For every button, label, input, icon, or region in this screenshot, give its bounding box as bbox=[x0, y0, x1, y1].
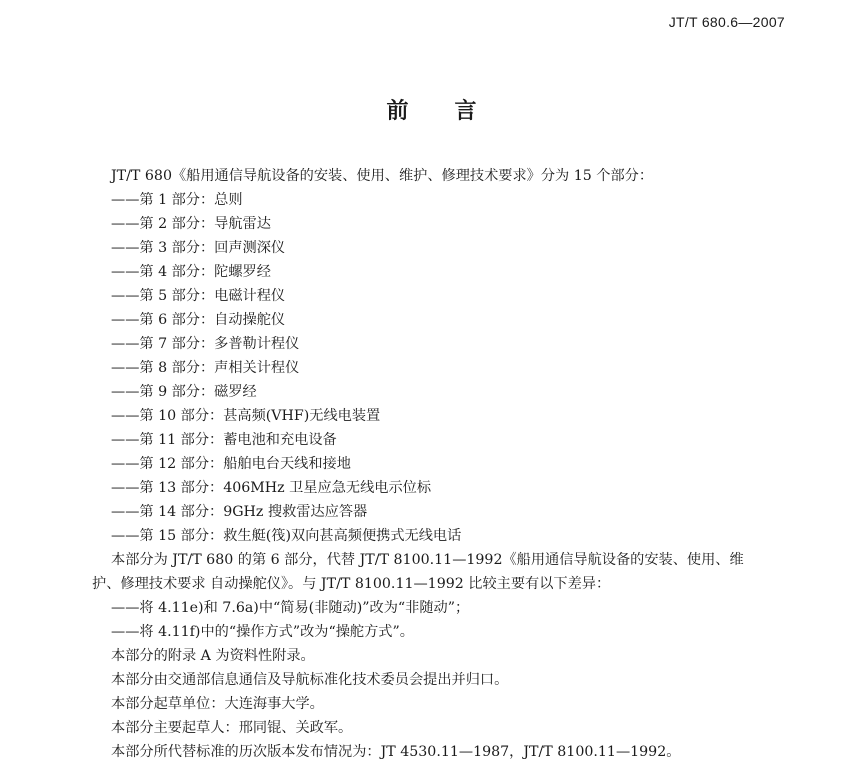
part-item-12: ——第 12 部分：船舶电台天线和接地 bbox=[111, 456, 351, 472]
note-drafting-unit: 本部分起草单位：大连海事大学。 bbox=[111, 696, 324, 712]
replacement-line-1: 本部分为 JT/T 680 的第 6 部分，代替 JT/T 8100.11—1992《船用通信导航设备的安装、使用、维 bbox=[111, 552, 744, 568]
note-history: 本部分所代替标准的历次版本发布情况为：JT 4530.11—1987，JT/T 8100.11—1992。 bbox=[111, 744, 681, 760]
note-proposer: 本部分由交通部信息通信及导航标准化技术委员会提出并归口。 bbox=[111, 672, 509, 688]
part-item-14: ——第 14 部分：9GHz 搜救雷达应答器 bbox=[111, 504, 368, 520]
intro-paragraph: JT/T 680《船用通信导航设备的安装、使用、维护、修理技术要求》分为 15 个部分： bbox=[111, 168, 654, 184]
note-drafters: 本部分主要起草人：邢同锟、关政军。 bbox=[111, 720, 353, 736]
part-item-13: ——第 13 部分：406MHz 卫星应急无线电示位标 bbox=[111, 480, 432, 496]
standard-number: JT/T 680.6—2007 bbox=[668, 14, 785, 30]
part-item-1: ——第 1 部分：总则 bbox=[111, 192, 243, 208]
foreword-body bbox=[92, 164, 800, 764]
part-item-15: ——第 15 部分：救生艇(筏)双向甚高频便携式无线电话 bbox=[111, 528, 462, 544]
note-annex: 本部分的附录 A 为资料性附录。 bbox=[111, 648, 315, 664]
part-item-4: ——第 4 部分：陀螺罗经 bbox=[111, 264, 271, 280]
part-item-6: ——第 6 部分：自动操舵仪 bbox=[111, 312, 286, 328]
replacement-line-2: 护、修理技术要求 自动操舵仪》。与 JT/T 8100.11—1992 比较主要有以下差异： bbox=[92, 576, 611, 592]
change-item-1: ——将 4.11e)和 7.6a)中“简易(非随动)”改为“非随动”； bbox=[111, 600, 470, 616]
part-item-7: ——第 7 部分：多普勒计程仪 bbox=[111, 336, 300, 352]
page-title: 前言 bbox=[386, 99, 523, 124]
part-item-3: ——第 3 部分：回声测深仪 bbox=[111, 240, 286, 256]
part-item-10: ——第 10 部分：甚高频(VHF)无线电装置 bbox=[111, 408, 381, 424]
part-item-9: ——第 9 部分：磁罗经 bbox=[111, 384, 257, 400]
part-item-2: ——第 2 部分：导航雷达 bbox=[111, 216, 271, 232]
part-item-11: ——第 11 部分：蓄电池和充电设备 bbox=[111, 432, 337, 448]
part-item-5: ——第 5 部分：电磁计程仪 bbox=[111, 288, 286, 304]
change-item-2: ——将 4.11f)中的“操作方式”改为“操舵方式”。 bbox=[111, 624, 414, 640]
part-item-8: ——第 8 部分：声相关计程仪 bbox=[111, 360, 300, 376]
